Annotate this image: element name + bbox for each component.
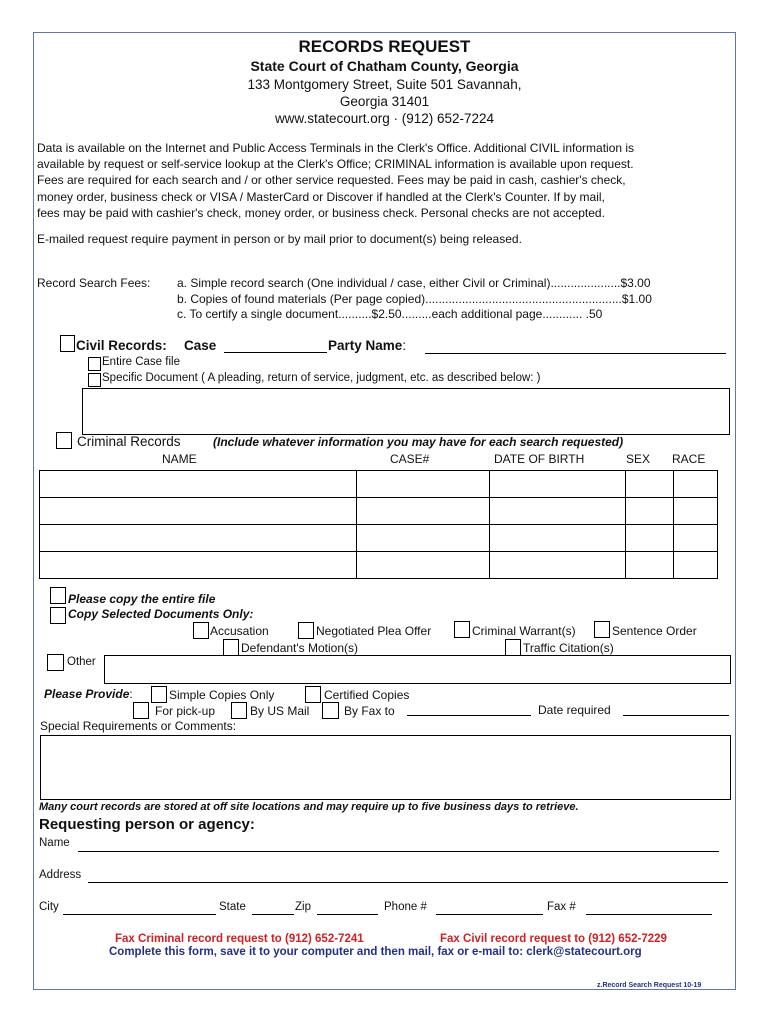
requester-name-field[interactable] xyxy=(78,851,719,852)
civil-records-label: Civil Records: xyxy=(76,338,167,353)
table-row xyxy=(40,471,718,498)
zip-label: Zip xyxy=(295,901,311,913)
other-field[interactable] xyxy=(104,655,731,684)
requester-fax-field[interactable] xyxy=(586,914,712,915)
civil-description-field[interactable] xyxy=(82,388,730,435)
race-cell[interactable] xyxy=(674,498,718,525)
criminal-warrant-checkbox[interactable] xyxy=(454,621,470,638)
certified-copies-checkbox[interactable] xyxy=(305,686,321,703)
case-field[interactable] xyxy=(224,352,327,353)
fax-number-label: Fax # xyxy=(547,901,576,913)
phone-label: Phone # xyxy=(384,901,427,913)
name-label: Name xyxy=(39,837,70,849)
race-cell[interactable] xyxy=(674,471,718,498)
please-provide-label-wrap xyxy=(44,687,133,701)
case-label: Case xyxy=(184,338,217,353)
sentence-order-checkbox[interactable] xyxy=(594,621,610,638)
dob-cell[interactable] xyxy=(490,552,626,579)
intro-line: money order, business check or VISA / MasterCard or Discover if handled at the Clerk's Counter. If by mail, xyxy=(37,189,605,204)
date-required-label: Date required xyxy=(538,703,611,717)
fee-simple-search: a. Simple record search (One individual / case, either Civil or Criminal).....................$3.00 xyxy=(177,276,651,290)
case-cell[interactable] xyxy=(356,498,490,525)
specific-document-checkbox[interactable] xyxy=(88,373,101,387)
accusation-label: Accusation xyxy=(210,624,269,638)
address-label: Address xyxy=(39,869,82,881)
special-requirements-field[interactable] xyxy=(40,735,731,800)
pickup-label: For pick-up xyxy=(155,704,216,718)
copy-entire-checkbox[interactable] xyxy=(50,587,66,604)
negotiated-plea-label: Negotiated Plea Offer xyxy=(316,624,432,638)
entire-case-checkbox[interactable] xyxy=(88,357,101,371)
court-name: State Court of Chatham County, Georgia xyxy=(250,58,519,74)
sex-cell[interactable] xyxy=(626,525,674,552)
case-cell[interactable] xyxy=(356,525,490,552)
accusation-checkbox[interactable] xyxy=(193,622,209,639)
city-label: City xyxy=(39,901,59,913)
entire-case-label: Entire Case file xyxy=(102,356,180,368)
sex-cell[interactable] xyxy=(626,552,674,579)
criminal-records-checkbox[interactable] xyxy=(56,432,72,449)
us-mail-label: By US Mail xyxy=(250,704,310,718)
party-name-label-wrap xyxy=(328,338,406,353)
fax-checkbox[interactable] xyxy=(322,702,339,719)
table-row xyxy=(40,498,718,525)
special-requirements-label: Special Requirements or Comments: xyxy=(40,719,237,733)
traffic-citation-label: Traffic Citation(s) xyxy=(523,641,614,655)
name-cell[interactable] xyxy=(40,471,357,498)
case-cell[interactable] xyxy=(356,471,490,498)
fax-number-field[interactable] xyxy=(407,715,531,716)
sex-cell[interactable] xyxy=(626,498,674,525)
certified-copies-label: Certified Copies xyxy=(324,688,410,702)
defendants-motion-checkbox[interactable] xyxy=(223,639,239,656)
party-name-colon: : xyxy=(402,338,407,353)
us-mail-checkbox[interactable] xyxy=(231,702,247,719)
name-cell[interactable] xyxy=(40,525,357,552)
simple-copies-checkbox[interactable] xyxy=(151,686,167,703)
name-cell[interactable] xyxy=(40,552,357,579)
criminal-records-label: Criminal Records xyxy=(77,434,181,449)
specific-document-label: Specific Document ( A pleading, return of service, judgment, etc. as described below: ) xyxy=(102,372,541,384)
fax-criminal-note: Fax Criminal record request to (912) 652-7241 xyxy=(115,933,364,945)
requester-heading: Requesting person or agency: xyxy=(39,816,255,833)
fee-copies: b. Copies of found materials (Per page copied)...........................................................$1.00 xyxy=(177,292,652,306)
dob-cell[interactable] xyxy=(490,498,626,525)
copy-selected-label: Copy Selected Documents Only: xyxy=(68,607,254,621)
please-provide-label: Please Provide xyxy=(44,687,130,701)
address-line-2: Georgia 31401 xyxy=(339,94,430,109)
copy-entire-label: Please copy the entire file xyxy=(68,592,216,606)
intro-line: available by request or self-service lookup at the Clerk's Office; CRIMINAL information is available upon request. xyxy=(37,157,634,172)
name-cell[interactable] xyxy=(40,498,357,525)
column-dob: DATE OF BIRTH xyxy=(494,452,585,466)
column-case: CASE# xyxy=(390,452,430,466)
simple-copies-label: Simple Copies Only xyxy=(169,688,275,702)
please-provide-colon: : xyxy=(129,687,133,701)
column-sex: SEX xyxy=(626,452,651,466)
race-cell[interactable] xyxy=(674,525,718,552)
sex-cell[interactable] xyxy=(626,471,674,498)
criminal-warrant-label: Criminal Warrant(s) xyxy=(472,624,576,638)
requester-address-field[interactable] xyxy=(88,882,728,883)
fee-certify: c. To certify a single document..........$2.50.........each additional page............ .50 xyxy=(177,307,603,321)
other-label: Other xyxy=(67,656,96,668)
phone-field[interactable] xyxy=(436,914,543,915)
complete-form-note: Complete this form, save it to your computer and then mail, fax or e-mail to: clerk@statecourt.org xyxy=(109,946,642,958)
criminal-records-table xyxy=(39,470,718,579)
criminal-records-note: (Include whatever information you may have for each search requested) xyxy=(213,435,624,449)
zip-field[interactable] xyxy=(317,914,378,915)
dob-cell[interactable] xyxy=(490,471,626,498)
copy-selected-checkbox[interactable] xyxy=(50,607,66,624)
sentence-order-label: Sentence Order xyxy=(612,624,697,638)
case-cell[interactable] xyxy=(356,552,490,579)
offsite-note: Many court records are stored at off site locations and may require up to five business days to retrieve. xyxy=(39,801,579,813)
state-label: State xyxy=(219,901,246,913)
fax-civil-note: Fax Civil record request to (912) 652-7229 xyxy=(440,933,667,945)
traffic-citation-checkbox[interactable] xyxy=(505,639,521,656)
negotiated-plea-checkbox[interactable] xyxy=(298,622,314,639)
form-id: z.Record Search Request 10-19 xyxy=(597,982,702,989)
table-row xyxy=(40,552,718,579)
email-note: E-mailed request require payment in person or by mail prior to document(s) being released. xyxy=(37,232,522,246)
intro-line: Fees are required for each search and / or other service requested. Fees may be paid in cash, cashier's check, xyxy=(37,173,626,188)
date-required-field[interactable] xyxy=(623,715,729,716)
website-phone: www.statecourt.org · (912) 652-7224 xyxy=(274,111,495,126)
civil-records-checkbox[interactable] xyxy=(60,335,75,352)
state-field[interactable] xyxy=(252,914,294,915)
column-race: RACE xyxy=(672,452,706,466)
table-row xyxy=(40,525,718,552)
form-title: RECORDS REQUEST xyxy=(298,37,471,56)
party-name-field[interactable] xyxy=(425,353,726,354)
intro-line: Data is available on the Internet and Public Access Terminals in the Clerk's Office. Additional CIVIL information is xyxy=(37,141,635,155)
pickup-checkbox[interactable] xyxy=(133,702,149,719)
intro-line: fees may be paid with cashier's check, money order, or business check. Personal checks are not accepted. xyxy=(37,205,605,220)
other-checkbox[interactable] xyxy=(47,654,64,671)
dob-cell[interactable] xyxy=(490,525,626,552)
race-cell[interactable] xyxy=(674,552,718,579)
column-name: NAME xyxy=(162,452,197,466)
party-name-label: Party Name xyxy=(328,338,403,353)
address-line-1: 133 Montgomery Street, Suite 501 Savannah, xyxy=(247,77,522,92)
defendants-motion-label: Defendant's Motion(s) xyxy=(241,641,359,655)
intro-paragraph xyxy=(37,140,727,221)
fax-label: By Fax to xyxy=(344,704,395,718)
fees-label: Record Search Fees: xyxy=(37,276,151,290)
city-field[interactable] xyxy=(63,914,216,915)
